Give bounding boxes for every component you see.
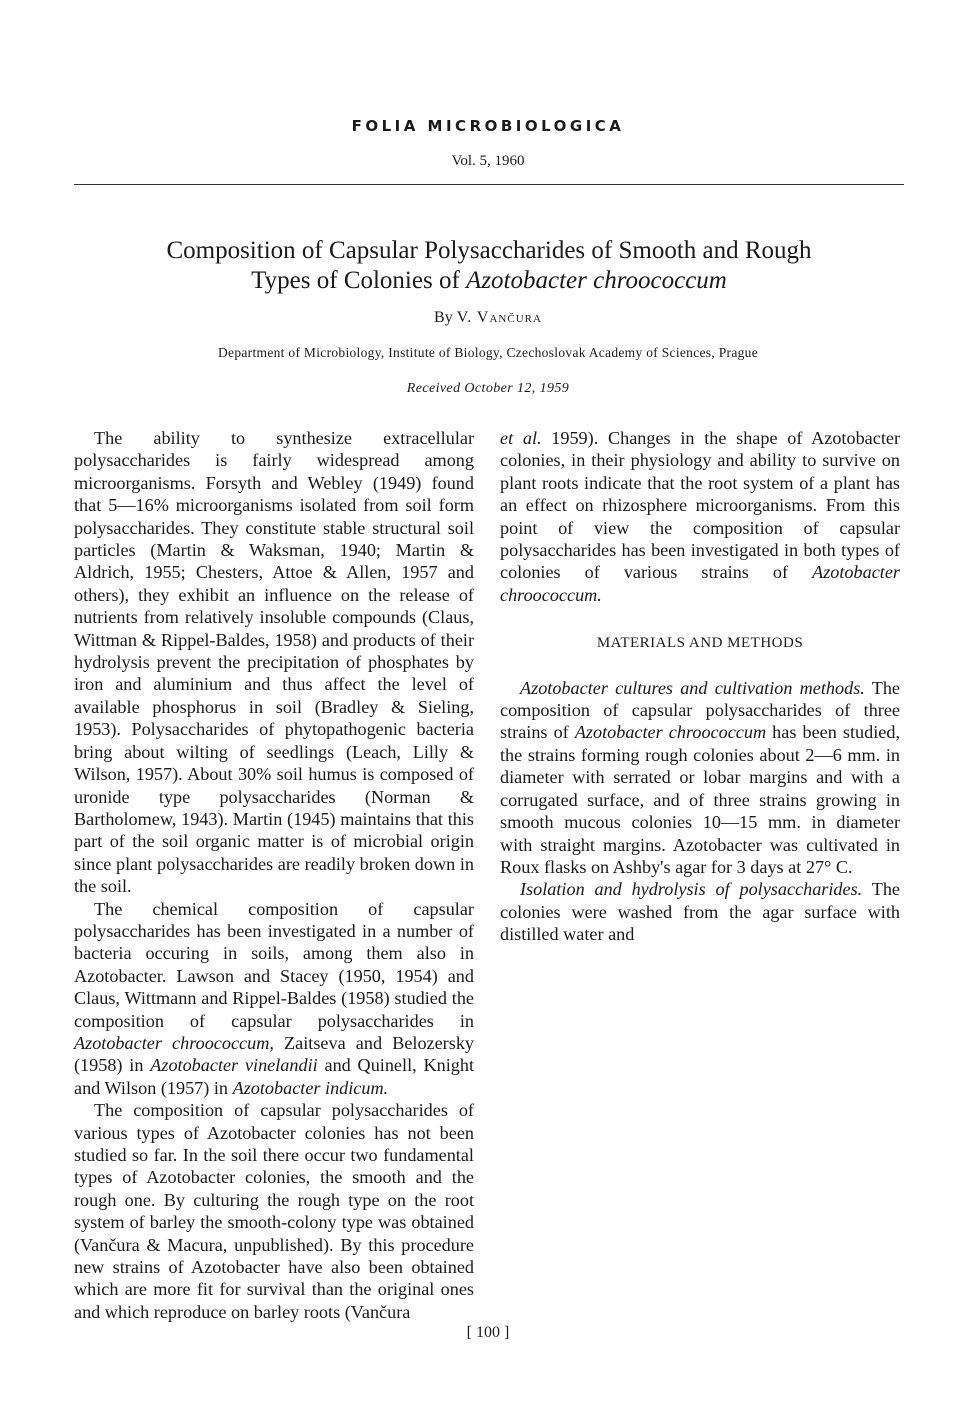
title-line-2-prefix: Types of Colonies of xyxy=(251,267,467,294)
byline-by: By xyxy=(434,309,453,326)
iso-text-a: The colonies were washed from the agar surface with distilled water and xyxy=(500,879,900,945)
journal-name: FOLIA MICROBIOLOGICA xyxy=(351,117,625,135)
affiliation: Department of Microbiology, Institute of Biology, Czechoslovak Academy of Sciences, Prague xyxy=(218,345,758,360)
p2-text-a: The chemical composition of capsular polysaccharides has been investigated in a number of bacteria occuring in soils, among them also in Azotobacter. Lawson and Stacey (1950, 1954) and Claus, Wittmann and Rippel-Baldes (1958) studied the composition of capsular polysaccharides in xyxy=(74,898,474,1031)
p3-text-b: 1959). Changes in the shape of Azotobacter colonies, in their physiology and ability to survive on plant roots indicate that the root system of a plant has an effect on rhizosphere microorganisms. From this point of view the composition of capsular polysaccharides has been investigated in both types of colonies of various strains of xyxy=(500,428,900,583)
p2-species-1: Azotobacter chroococcum, xyxy=(74,1032,274,1053)
p2-species-3: Azotobacter indicum. xyxy=(232,1077,389,1098)
methods-paragraph-2 xyxy=(500,878,900,945)
journal-volume: Vol. 5, 1960 xyxy=(451,153,525,169)
intro-paragraph-2 xyxy=(74,898,474,1100)
intro-paragraph-3-start xyxy=(74,1099,474,1323)
p3-text-a: The composition of capsular polysaccharides of various types of Azotobacter colonies has not been studied so far. In the soil there occur two fundamental types of Azotobacter colonies, the smooth and the rough one. By culturing the rough type on the root system of barley the smooth-colony type was obtained (Vančura & Macura, unpublished). By this procedure new strains of Azotobacter have also been obtained which are more fit for survival than the original ones and which reproduce on barley roots (Vančura xyxy=(74,1100,474,1322)
cult-species: Azotobacter chroococcum xyxy=(574,722,767,743)
title-line-1: Composition of Capsular Polysaccharides of Smooth and Rough xyxy=(166,237,812,264)
p3-species: Azotobacter chroococcum. xyxy=(500,562,900,605)
title-line-2 xyxy=(74,266,904,296)
title-species: Azotobacter chroococcum xyxy=(466,267,727,294)
section-heading-methods: MATERIALS AND METHODS xyxy=(596,635,804,652)
p2-text-c: and Quinell, Knight and Wilson (1957) in xyxy=(74,1055,474,1098)
methods-paragraph-1 xyxy=(500,677,900,879)
author-name: V. Vančura xyxy=(456,309,542,326)
intro-paragraph-3-cont xyxy=(500,427,900,606)
right-column xyxy=(500,427,900,946)
p2-text-b: Zaitseva and Belozersky (1958) in xyxy=(74,1032,475,1076)
header-rule xyxy=(74,184,904,185)
p2-species-2: Azotobacter vinelandii xyxy=(150,1055,318,1076)
received-date: Received October 12, 1959 xyxy=(406,381,570,396)
p3-etal: et al. xyxy=(500,428,542,448)
left-column xyxy=(74,427,474,1323)
cult-text-a: The composition of capsular polysaccharides of three strains of xyxy=(500,677,900,743)
cult-text-b: has been studied, the strains forming rough colonies about 2—6 mm. in diameter with serrated or lobar margins and with a corrugated surface, and of three strains growing in smooth mucous colonies 10—15 mm. in diameter with straight margins. Azotobacter was cultivated in Roux flasks on Ashby's agar for 3 days at 27° C. xyxy=(500,722,901,877)
byline xyxy=(0,309,976,327)
article-title xyxy=(74,236,904,296)
cultivation-heading: Azotobacter cultures and cultivation methods. xyxy=(520,677,865,698)
page-number: [ 100 ] xyxy=(466,1324,510,1341)
intro-paragraph-1: The ability to synthesize extracellular polysaccharides is fairly widespread among microorganisms. Forsyth and Webley (1949) found that 5—16% microorganisms isolated from soil form polysaccharides. They constitute stable structural soil particles (Martin & Waksman, 1940; Martin & Aldrich, 1955; Chesters, Attoe & Allen, 1957 and others), they exhibit an influence on the release of nutrients from relatively insoluble compounds (Claus, Wittman & Rippel-Baldes, 1958) and products of their hydrolysis prevent the precipitation of phosphates by iron and aluminium and thus affect the level of available phosphorus in soil (Bradley & Sieling, 1953). Polysaccharides of phytopathogenic bacteria bring about wilting of seedlings (Leach, Lilly & Wilson, 1957). About 30% soil humus is composed of uronide type polysaccharides (Norman & Bartholomew, 1943). Martin (1945) maintains that this part of the soil organic matter is of microbial origin since plant polysaccharides are readily broken down in the soil. xyxy=(74,428,474,897)
isolation-heading: Isolation and hydrolysis of polysaccharides. xyxy=(520,879,863,900)
